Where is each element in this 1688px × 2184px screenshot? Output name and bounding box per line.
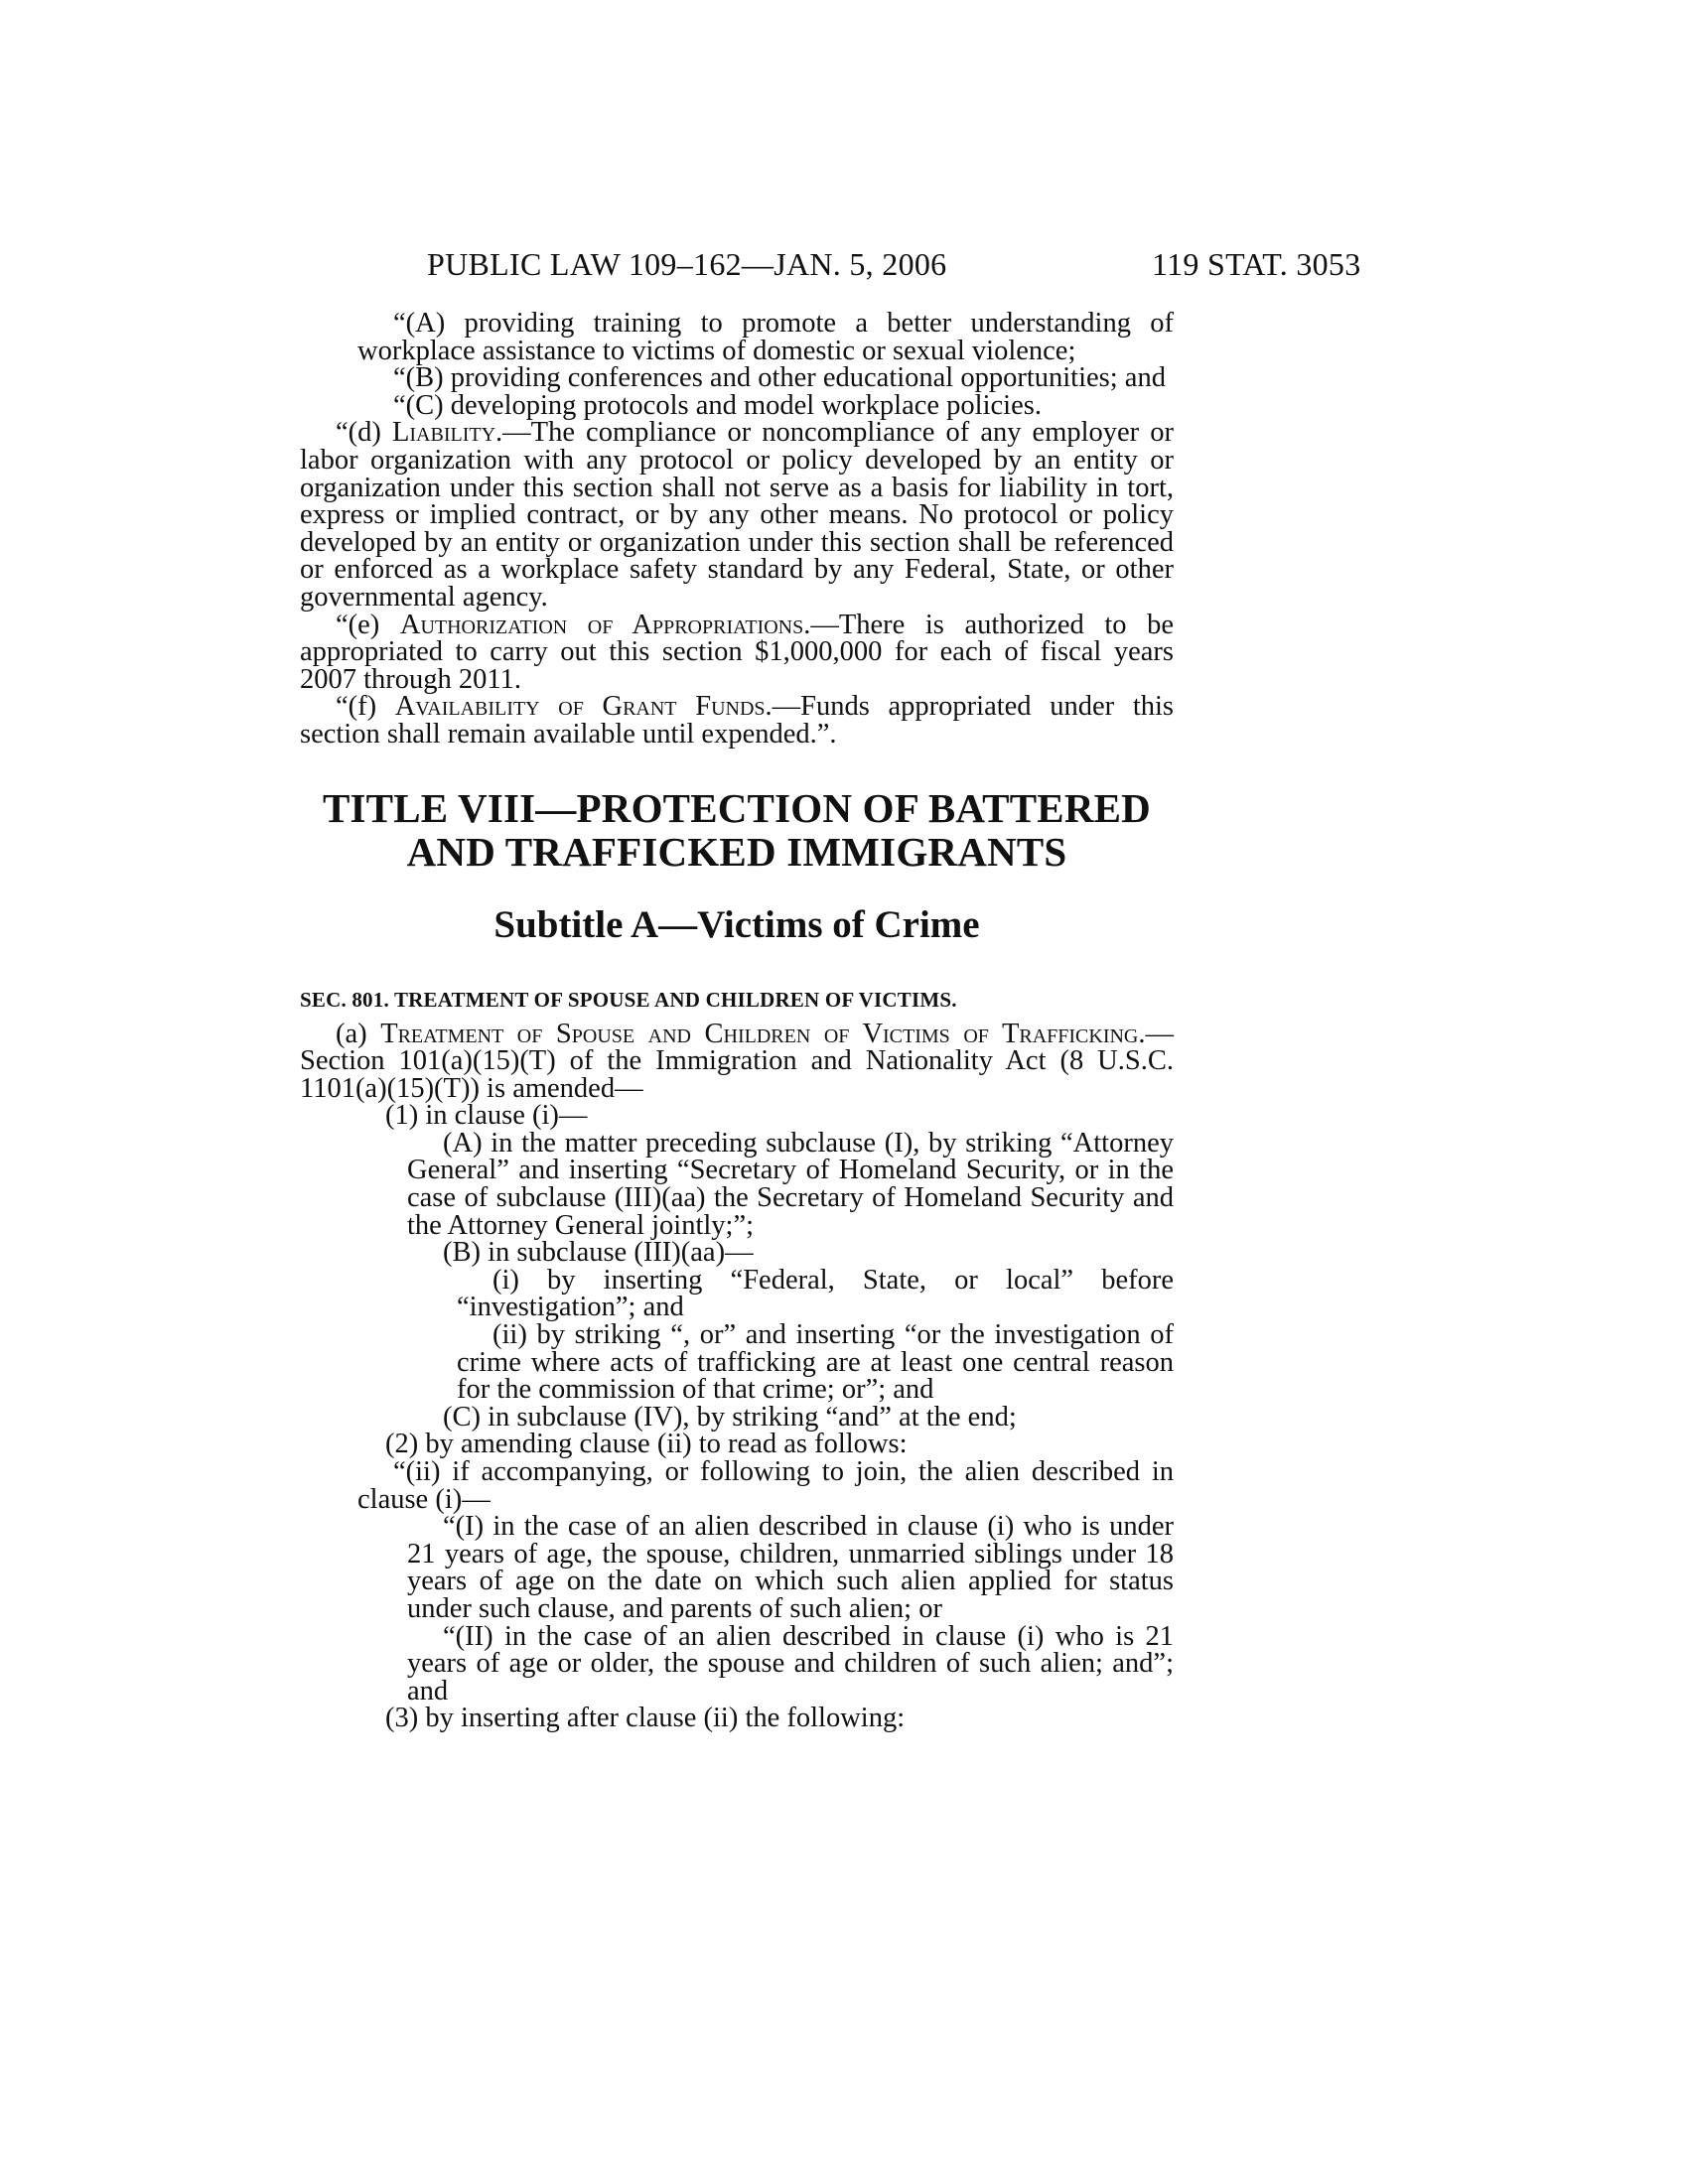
- subsection-a-caption: Treatment of Spouse and Children of Victims of Trafficking: [380, 1018, 1139, 1049]
- running-head: PUBLIC LAW 109–162—JAN. 5, 2006: [427, 246, 947, 282]
- statute-reference: 119 STAT. 3053: [1152, 246, 1361, 282]
- paragraph-C: “(C) developing protocols and model workplace policies.: [393, 389, 1042, 421]
- title-heading: [300, 786, 1174, 874]
- subsection-e-caption: Authorization of Appropriations: [399, 609, 804, 640]
- item-2: (2) by amending clause (ii) to read as follows:: [385, 1429, 908, 1460]
- subsection-a-lead: (a): [336, 1018, 381, 1049]
- paragraph-B: “(B) providing conferences and other educational opportunities; and: [393, 362, 1166, 394]
- item-1-B-i: (i) by inserting “Federal, State, or local” before “investigation”; and: [457, 1264, 1174, 1323]
- subsection-f-text: .—Funds appropriated under this section shall remain available until expended.”.: [300, 691, 1174, 750]
- subsection-d-text: .—The compliance or noncompliance of any employer or labor organization with any protocol or policy developed by an entity or organization under this section shall not serve as a basis for liability in tort, express or implied contract, or by any other means. No protocol or policy developed by an entity or organization under this section shall be referenced or enforced as a workplace safety standard by any Federal, State, or other governmental agency.: [300, 417, 1174, 613]
- subsection-e-lead: “(e): [336, 609, 400, 640]
- title-line-2: AND TRAFFICKED IMMIGRANTS: [406, 828, 1067, 875]
- body-text: [300, 310, 1174, 1732]
- subsection-f-lead: “(f): [336, 691, 395, 723]
- item-1-C: (C) in subclause (IV), by striking “and” at the end;: [443, 1401, 1017, 1433]
- item-1-B: (B) in subclause (III)(aa)—: [443, 1237, 754, 1269]
- subsection-f-caption: Availability of Grant Funds: [394, 691, 766, 723]
- item-1-A: (A) in the matter preceding subclause (I), by striking “Attorney General” and inserting “Secretary of Homeland Security, or in the case of subclause (III)(aa) the Secretary of Homeland Security and the Attorney General jointly;”;: [407, 1127, 1174, 1241]
- subsection-d-liability: [300, 419, 1174, 611]
- subsection-f-availability: [300, 693, 1174, 748]
- section-heading: SEC. 801. TREATMENT OF SPOUSE AND CHILDREN OF VICTIMS.: [300, 987, 957, 1012]
- subsection-e-authorization: [300, 609, 1175, 695]
- item-2-quote: “(ii) if accompanying, or following to join, the alien described in clause (i)—: [357, 1456, 1174, 1515]
- item-2-II: “(II) in the case of an alien described in clause (i) who is 21 years of age or older, the spouse and children of such alien; and”; and: [407, 1620, 1174, 1706]
- subsection-d-caption: Liability: [391, 417, 496, 449]
- subsection-d-lead: “(d): [336, 417, 392, 449]
- paragraph-A: “(A) providing training to promote a better understanding of workplace assistance to victims of domestic or sexual violence;: [357, 308, 1174, 366]
- item-3: (3) by inserting after clause (ii) the following:: [385, 1703, 906, 1734]
- subtitle-heading: Subtitle A—Victims of Crime: [493, 902, 980, 946]
- item-1-B-ii: (ii) by striking “, or” and inserting “or the investigation of crime where acts of trafficking are at least one central reason for the commission of that crime; or”; and: [457, 1319, 1174, 1406]
- title-line-1: TITLE VIII—PROTECTION OF BATTERED: [322, 784, 1151, 831]
- item-1: (1) in clause (i)—: [385, 1100, 588, 1132]
- subsection-a: [300, 1018, 1174, 1104]
- item-2-I: “(I) in the case of an alien described in clause (i) who is under 21 years of age, the spouse, children, unmarried siblings under 18 years of age on the date on which such alien applied for status under such clause, and parents of such alien; or: [407, 1511, 1174, 1624]
- subsection-e-text: .—There is authorized to be appropriated to carry out this section $1,000,000 for each of fiscal years 2007 through 2011.: [300, 609, 1175, 695]
- subsection-a-text: .—Section 101(a)(15)(T) of the Immigration and Nationality Act (8 U.S.C. 1101(a)(15)(T)) is amended—: [300, 1018, 1174, 1104]
